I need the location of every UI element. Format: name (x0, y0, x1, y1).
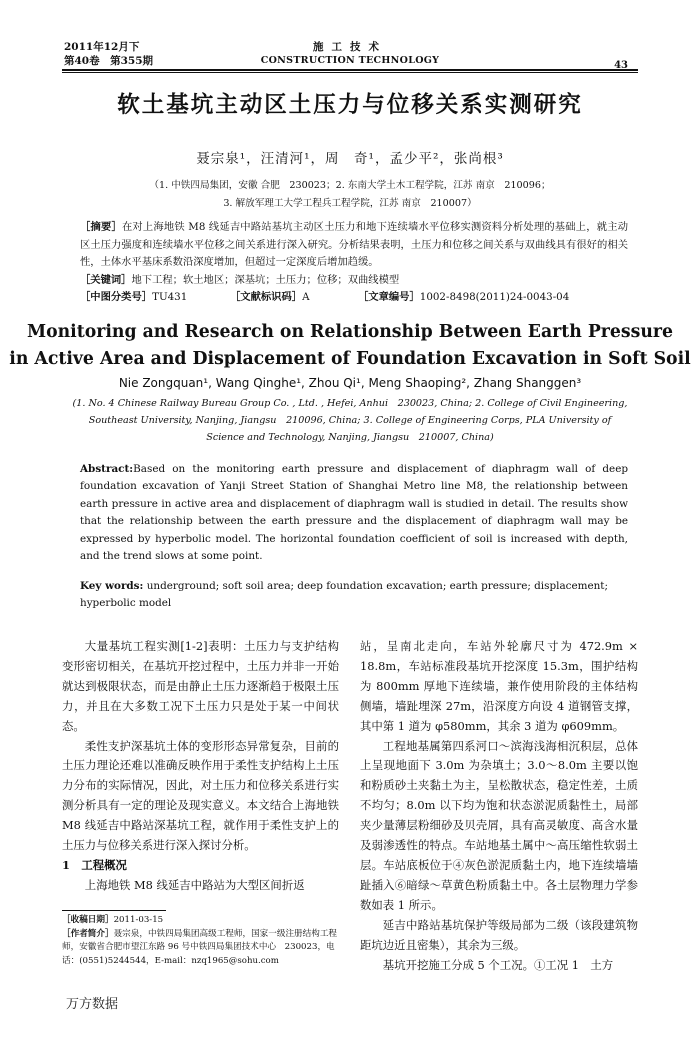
running-header-center (240, 40, 460, 68)
affiliations-en (0, 395, 700, 446)
body-column-left (62, 637, 339, 896)
paragraph: 延吉中路站基坑保护等级局部为二级（该段建筑物距坑边近且密集），其余为三级。 (360, 917, 638, 952)
section-heading: 1 工程概况 (62, 857, 127, 872)
affiliation-en-line-2: Southeast University, Nanjing, Jiangsu 210096, China; 3. College of Engineering Corps, PLA University of (88, 415, 612, 426)
clc-item (80, 289, 187, 305)
abstract-cn (80, 219, 628, 289)
abstract-en-label: Abstract: (80, 463, 134, 475)
doc-code-item (230, 289, 310, 305)
title-en-line-2: in Active Area and Displacement of Foundation Excavation in Soft Soil (9, 349, 691, 369)
article-no-item (358, 289, 569, 305)
abstract-en-text: Based on the monitoring earth pressure and displacement of diaphragm wall of deep foundation excavation of Yanji Street Station of Shanghai Metro line M8, the relationship between earth pressure in active area and displacement of diaphragm wall is studied in detail. The results show that the relationship between the earth pressure and the displacement of diaphragm wall may be expressed by hyperbolic model. The horizontal foundation coefficient of soil is increased with depth, and the trend slows at some point. (80, 463, 628, 563)
paper-title-cn: 软土基坑主动区土压力与位移关系实测研究 (117, 92, 583, 118)
doc-code-label: ［文献标识码］ (230, 291, 303, 303)
keywords-en-text: underground; soft soil area; deep foundation excavation; earth pressure; displacement; hyperbolic model (80, 580, 608, 610)
abstract-cn-text: 在对上海地铁 M8 线延吉中路站基坑主动区土压力和地下连续墙水平位移实测资料分析处理的基础上，就主动区土压力强度和连续墙水平位移之间关系进行深入研究。分析结果表明，土压力和位移之间关系与双曲线具有很好的相关性，土体水平基床系数沿深度增加，但超过一定深度后增加趋缓。 (80, 221, 629, 268)
affiliation-en-line-3: Science and Technology, Nanjing, Jiangsu 210007, China) (206, 432, 494, 443)
paragraph: 基坑开挖施工分成 5 个工况。①工况 1 土方 (382, 957, 614, 972)
journal-name-cn: 施工技术 (313, 41, 387, 53)
author-bio-label: ［作者简介］ (62, 928, 114, 939)
keywords-en-label: Key words: (80, 580, 144, 592)
running-header-left (64, 40, 153, 68)
article-no-label: ［文章编号］ (358, 291, 420, 303)
clc-value: TU431 (152, 291, 188, 303)
abstract-en (80, 461, 628, 565)
received-value: 2011-03-15 (113, 915, 164, 925)
journal-name-en: CONSTRUCTION TECHNOLOGY (260, 55, 440, 66)
article-no-value: 1002-8498(2011)24-0043-04 (419, 291, 570, 303)
affiliation-en-line-1: (1. No. 4 Chinese Railway Bureau Group Co. , Ltd. , Hefei, Anhui 230023, China; 2. College of Civil Engineering, (72, 398, 628, 409)
clc-label: ［中图分类号］ (80, 291, 153, 303)
footnote-rule (62, 910, 166, 911)
received-label: ［收稿日期］ (62, 915, 114, 925)
abstract-cn-label: ［摘要］ (80, 221, 122, 233)
author-bio-text: 聂宗泉，中铁四局集团高级工程师，国家一级注册结构工程师，安徽省合肥市望江东路 96 号中铁四局集团技术中心 230023，电话：(0551)5244544，E-mail：nzq1965@sohu.com (62, 928, 338, 966)
paragraph: 柔性支护深基坑土体的变形形态异常复杂，目前的土压力理论还难以准确反映作用于柔性支护结构上土压力分布的实际情况，因此，对土压力和位移关系进行实测分析具有一定的理论及现实意义。本文结合上海地铁 M8 线延吉中路站深基坑工程，就作用于柔性支护上的土压力与位移关系进行深入探讨分析。 (62, 738, 339, 853)
affiliations-cn (0, 177, 700, 213)
paper-title-en (0, 319, 700, 373)
watermark: 万方数据 (66, 997, 119, 1012)
keywords-en (80, 578, 628, 613)
keywords-cn-label: ［关键词］ (80, 273, 132, 286)
paragraph: 工程地基属第四系河口～滨海浅海相沉积层，总体上呈现地面下 3.0m 为杂填土；3.0～8.0m 主要以饱和粉质砂土夹黏土为主，呈松散状态，稳定性差，土质不均匀；8.0m 以下均为饱和状态淤泥质黏性土，局部夹少量薄层粉细砂及贝壳屑，具有高灵敏度、高含水量及弱渗透性的特点。车站地基土属中～高压缩性软弱土层。车站底板位于④灰色淤泥质黏土内，地下连续墙墙趾插入⑥暗绿～草黄色粉质黏土中。各土层物理力学参数如表 1 所示。 (360, 738, 638, 912)
paragraph: 上海地铁 M8 线延吉中路站为大型区间折返 (84, 877, 305, 892)
paragraph: 站，呈南北走向，车站外轮廓尺寸为 472.9m × 18.8m，车站标准段基坑开挖深度 15.3m，围护结构为 800mm 厚地下连续墙，兼作使用阶段的主体结构侧墙，墙趾埋深 27m，沿深度方向设 4 道钢管支撑，其中第 1 道为 φ580mm，其余 3 道为 φ609mm。 (360, 639, 638, 733)
volume-issue: 第40卷 第355期 (64, 55, 154, 67)
doc-code-value: A (302, 291, 310, 303)
keywords-cn-text: 地下工程；软土地区；深基坑；土压力；位移；双曲线模型 (131, 273, 400, 286)
affiliation-cn-line-1: （1. 中铁四局集团，安徽 合肥 230023；2. 东南大学土木工程学院，江苏 南京 210096； (149, 180, 551, 191)
issue-date: 2011年12月下 (64, 41, 140, 53)
header-rule-thick (62, 69, 638, 71)
header-rule-thin (62, 72, 638, 73)
received-date (62, 914, 342, 928)
affiliation-cn-line-2: 3. 解放军理工大学工程兵工程学院，江苏 南京 210007） (223, 198, 477, 209)
authors-en: Nie Zongquan¹, Wang Qinghe¹, Zhou Qi¹, Meng Shaoping², Zhang Shanggen³ (118, 376, 582, 390)
body-column-right (360, 637, 638, 975)
footnote (62, 914, 342, 968)
paragraph: 大量基坑工程实测[1-2]表明：土压力与支护结构变形密切相关，在基坑开挖过程中，土压力并非一开始就达到极限状态，而是由静止土压力逐渐趋于极限土压力，并且在大多数工况下土压力只是处于某一中间状态。 (62, 639, 339, 733)
title-en-line-1: Monitoring and Research on Relationship Between Earth Pressure (26, 322, 674, 342)
author-bio (62, 928, 342, 969)
authors-cn: 聂宗泉¹，汪清河¹，周 奇¹，孟少平²，张尚根³ (196, 151, 504, 167)
page-number: 43 (614, 60, 628, 71)
